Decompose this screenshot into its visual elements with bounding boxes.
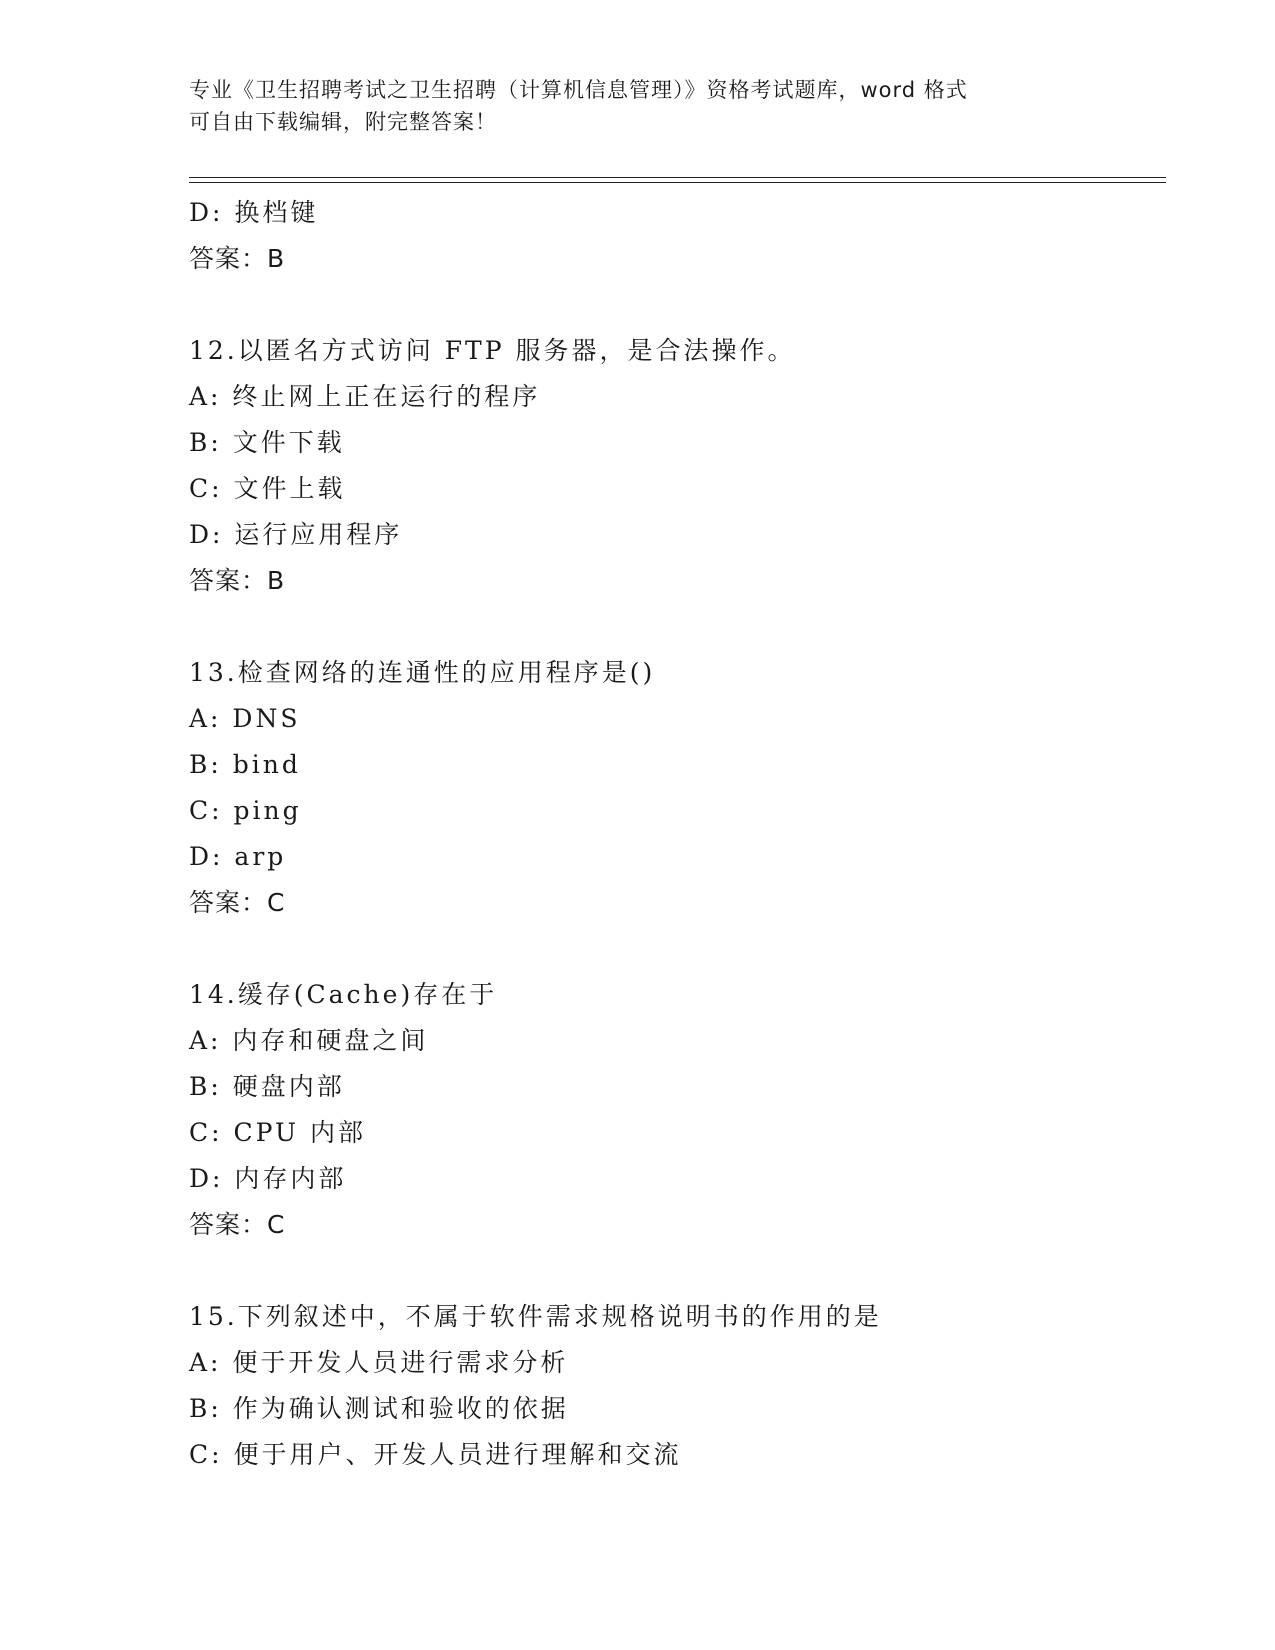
question-14: [189, 972, 1166, 1248]
option-c: C: CPU 内部: [189, 1118, 367, 1147]
option-c: C: 文件上载: [189, 474, 346, 503]
header-divider-bottom: [189, 182, 1166, 183]
option-b: B: 硬盘内部: [189, 1072, 345, 1101]
question-list: [189, 190, 1166, 1478]
option-a: A: 内存和硬盘之间: [189, 1026, 429, 1055]
spacer: [189, 926, 1166, 972]
question-15: [189, 1294, 1166, 1478]
option-c: C: ping: [189, 796, 302, 825]
question-stem: 13.检查网络的连通性的应用程序是(): [189, 658, 656, 687]
document-header: [189, 74, 1089, 138]
option-d: D: 内存内部: [189, 1164, 347, 1193]
spacer: [189, 604, 1166, 650]
option-d: D: 换档键: [189, 198, 319, 227]
question-stem: 15.下列叙述中，不属于软件需求规格说明书的作用的是: [189, 1302, 882, 1331]
header-line-1: 专业《卫生招聘考试之卫生招聘（计算机信息管理）》资格考试题库，word 格式: [189, 78, 968, 102]
answer-line: 答案：C: [189, 888, 286, 917]
question-stem: 12.以匿名方式访问 FTP 服务器，是合法操作。: [189, 336, 796, 365]
question-stem: 14.缓存(Cache)存在于: [189, 980, 498, 1009]
question-12: [189, 328, 1166, 604]
option-a: A: 便于开发人员进行需求分析: [189, 1348, 569, 1377]
answer-line: 答案：B: [189, 566, 286, 595]
header-divider-top: [189, 177, 1166, 178]
header-line-2: 可自由下载编辑，附完整答案！: [189, 110, 497, 134]
answer-line: 答案：C: [189, 1210, 286, 1239]
spacer: [189, 282, 1166, 328]
option-d: D: 运行应用程序: [189, 520, 403, 549]
option-a: A: 终止网上正在运行的程序: [189, 382, 541, 411]
option-c: C: 便于用户、开发人员进行理解和交流: [189, 1440, 682, 1469]
option-a: A: DNS: [189, 704, 301, 733]
question-13: [189, 650, 1166, 926]
option-b: B: bind: [189, 750, 301, 779]
option-b: B: 作为确认测试和验收的依据: [189, 1394, 569, 1423]
option-d: D: arp: [189, 842, 287, 871]
option-b: B: 文件下载: [189, 428, 345, 457]
spacer: [189, 1248, 1166, 1294]
answer-line: 答案：B: [189, 244, 286, 273]
